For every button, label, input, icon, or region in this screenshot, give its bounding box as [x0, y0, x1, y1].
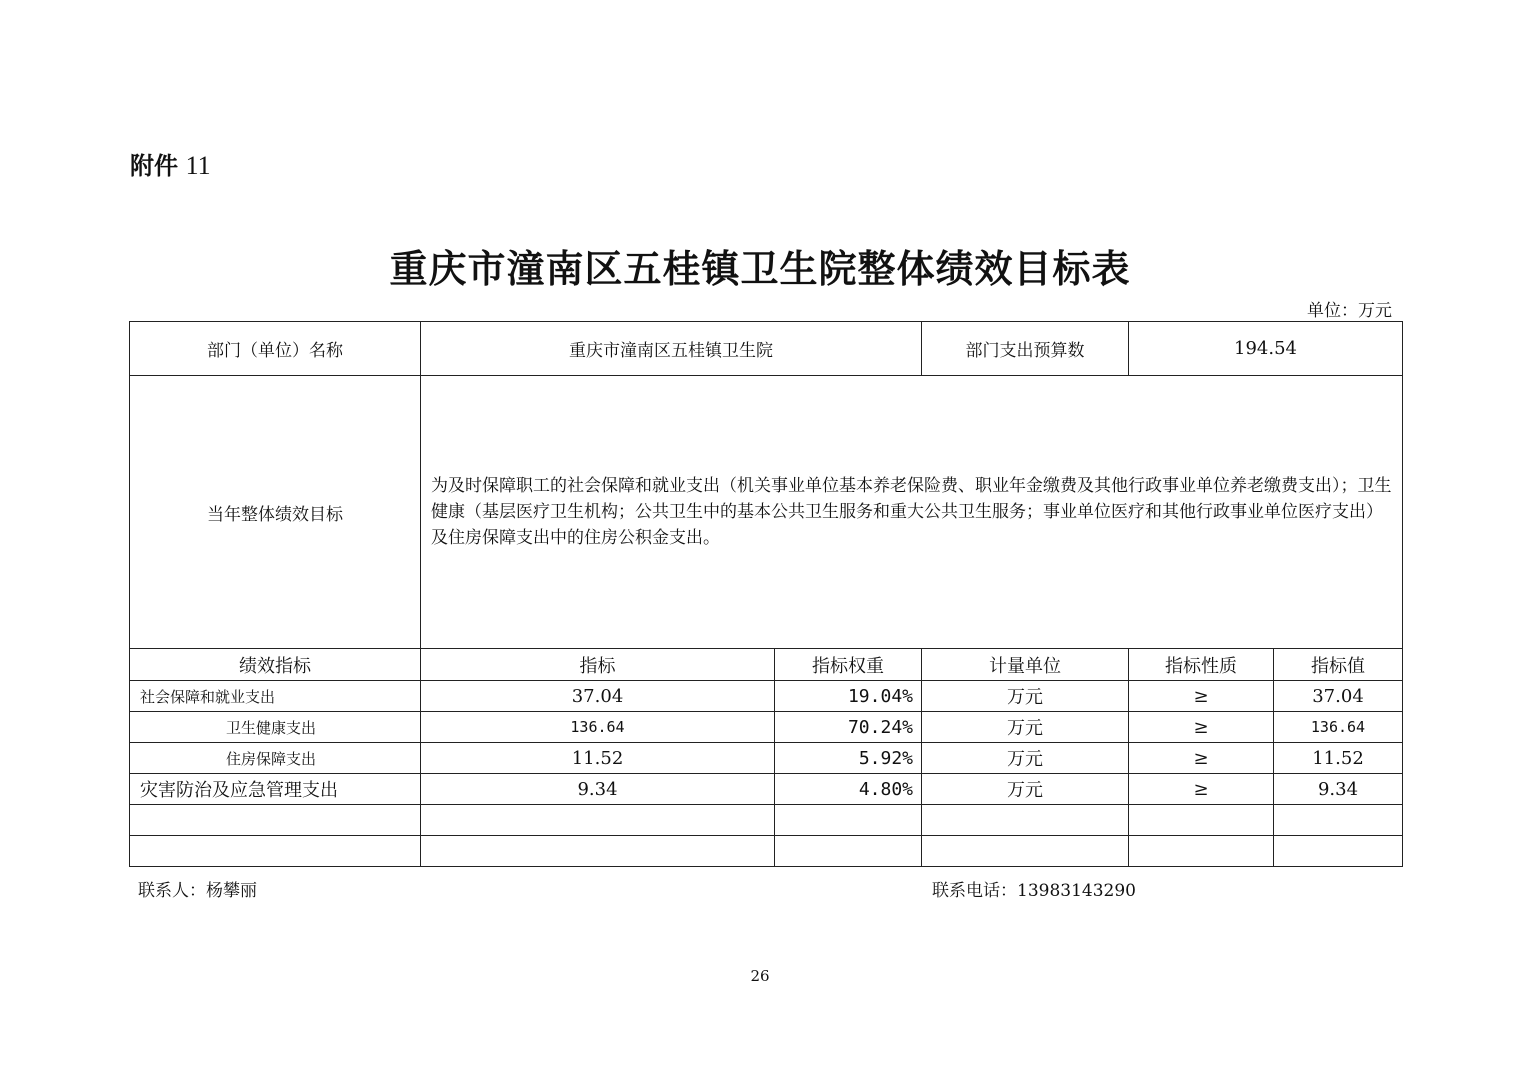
goal-label: 当年整体绩效目标	[130, 376, 421, 649]
header-weight: 指标权重	[775, 649, 922, 681]
dept-label: 部门（单位）名称	[130, 322, 421, 376]
empty-row	[130, 805, 1403, 836]
indicator-value: 9.34	[1274, 774, 1403, 805]
indicator-name: 社会保障和就业支出	[130, 681, 421, 712]
attachment-number: 11	[185, 151, 211, 180]
indicator-nature: ≥	[1129, 681, 1274, 712]
empty-row	[130, 836, 1403, 867]
indicator-nature: ≥	[1129, 743, 1274, 774]
indicator-unit: 万元	[922, 681, 1129, 712]
indicator-weight: 70.24%	[775, 712, 922, 743]
indicator-name: 住房保障支出	[130, 743, 421, 774]
indicator-weight: 5.92%	[775, 743, 922, 774]
header-target: 指标	[421, 649, 775, 681]
budget-value: 194.54	[1129, 322, 1403, 376]
goal-text: 为及时保障职工的社会保障和就业支出（机关事业单位基本养老保险费、职业年金缴费及其他行政事业单位养老缴费支出）；卫生健康（基层医疗卫生机构；公共卫生中的基本公共卫生服务和重大公共卫生服务；事业单位医疗和其他行政事业单位医疗支出）及住房保障支出中的住房公积金支出。	[421, 376, 1403, 649]
indicator-value: 11.52	[1274, 743, 1403, 774]
indicator-nature: ≥	[1129, 774, 1274, 805]
indicator-name: 灾害防治及应急管理支出	[130, 774, 421, 805]
table-row	[130, 712, 1403, 743]
header-nature: 指标性质	[1129, 649, 1274, 681]
attachment-label	[130, 146, 211, 181]
contact-phone: 联系电话：13983143290	[932, 881, 1136, 901]
header-indicator-name: 绩效指标	[130, 649, 421, 681]
indicator-target: 37.04	[421, 681, 775, 712]
indicator-value: 136.64	[1274, 712, 1403, 743]
indicator-target: 9.34	[421, 774, 775, 805]
indicator-value: 37.04	[1274, 681, 1403, 712]
header-value: 指标值	[1274, 649, 1403, 681]
indicator-nature: ≥	[1129, 712, 1274, 743]
goal-row	[130, 376, 1403, 649]
table-row	[130, 743, 1403, 774]
indicator-header-row	[130, 649, 1403, 681]
indicator-unit: 万元	[922, 774, 1129, 805]
table-row	[130, 681, 1403, 712]
dept-row	[130, 322, 1403, 376]
indicator-name: 卫生健康支出	[130, 712, 421, 743]
indicator-unit: 万元	[922, 743, 1129, 774]
header-unit: 计量单位	[922, 649, 1129, 681]
table-row	[130, 774, 1403, 805]
contact-person: 联系人：杨攀丽	[138, 881, 257, 901]
budget-label: 部门支出预算数	[922, 322, 1129, 376]
performance-table	[129, 321, 1403, 867]
page-title: 重庆市潼南区五桂镇卫生院整体绩效目标表	[389, 246, 1131, 291]
unit-note: 单位：万元	[1307, 301, 1392, 321]
indicator-unit: 万元	[922, 712, 1129, 743]
dept-value: 重庆市潼南区五桂镇卫生院	[421, 322, 922, 376]
indicator-weight: 19.04%	[775, 681, 922, 712]
indicator-weight: 4.80%	[775, 774, 922, 805]
page-number: 26	[750, 967, 770, 985]
indicator-target: 11.52	[421, 743, 775, 774]
indicator-target: 136.64	[421, 712, 775, 743]
attachment-text: 附件	[130, 152, 178, 180]
